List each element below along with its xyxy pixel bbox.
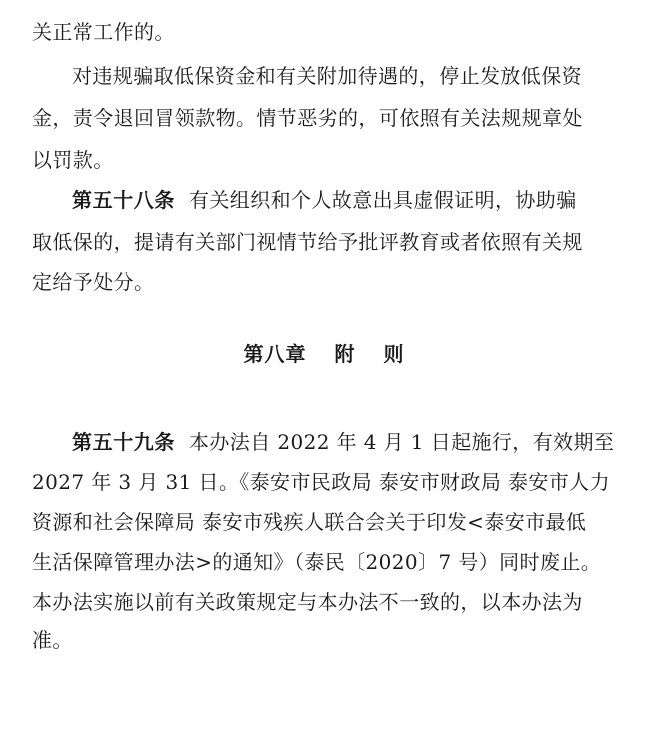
article-58-heading: 第五十八条 (72, 188, 175, 212)
article-58-line-1 (72, 186, 577, 214)
paragraph-b-line-3: 以罚款。 (32, 148, 114, 172)
chapter-title (0, 340, 648, 368)
paragraph-b-line-2: 金，责令退回冒领款物。情节恶劣的，可依照有关法规规章处 (32, 106, 583, 130)
article-59-line-1 (72, 428, 614, 456)
article-58-text-1: 有关组织和个人故意出具虚假证明，协助骗 (189, 188, 577, 212)
article-58-line-3: 定给予处分。 (32, 270, 155, 294)
article-58-line-2: 取低保的，提请有关部门视情节给予批评教育或者依照有关规 (32, 230, 583, 254)
chapter-name-part-1: 附 (334, 342, 356, 366)
chapter-name-part-2: 则 (383, 342, 405, 366)
paragraph-a-line-1: 关正常工作的。 (32, 20, 175, 44)
paragraph-b-line-1: 对违规骗取低保资金和有关附加待遇的，停止发放低保资 (72, 64, 582, 88)
article-59-line-5: 本办法实施以前有关政策规定与本办法不一致的，以本办法为 (32, 590, 583, 614)
article-59-line-4: 生活保障管理办法>的通知》（泰民〔2020〕7 号）同时废止。 (32, 550, 602, 574)
chapter-number: 第八章 (243, 342, 307, 366)
article-59-line-3: 资源和社会保障局 泰安市残疾人联合会关于印发<泰安市最低 (32, 510, 587, 534)
article-59-line-6: 准。 (32, 628, 73, 652)
article-59-text-1: 本办法自 2022 年 4 月 1 日起施行，有效期至 (189, 430, 615, 454)
article-59-heading: 第五十九条 (72, 430, 175, 454)
article-59-line-2: 2027 年 3 月 31 日。《泰安市民政局 泰安市财政局 泰安市人力 (32, 470, 610, 494)
